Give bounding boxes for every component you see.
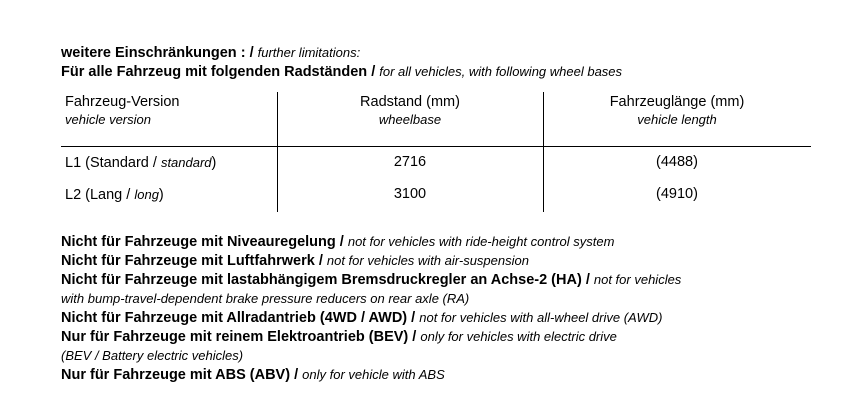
limitation-en-continuation: (BEV / Battery electric vehicles) — [61, 348, 244, 363]
limitation-en: only for vehicle with ABS — [302, 367, 445, 382]
separator: / — [339, 234, 344, 250]
limitation-item — [61, 252, 529, 270]
table-row-l1-wheelbase: 2716 — [393, 154, 427, 170]
limitation-item — [61, 271, 681, 289]
limitation-item — [61, 233, 614, 251]
limitation-item-continuation — [61, 290, 469, 308]
separator: / — [412, 329, 417, 345]
separator: / — [411, 310, 416, 326]
version-de: L1 (Standard / — [65, 155, 157, 171]
header-title-de: weitere Einschränkungen : — [61, 45, 246, 61]
column-header-de: Fahrzeuglänge (mm) — [609, 94, 745, 110]
limitation-de: Nur für Fahrzeuge mit ABS (ABV) — [61, 367, 291, 383]
header-subtitle-de: Für alle Fahrzeug mit folgenden Radständen — [61, 64, 368, 80]
header-title-en: further limitations: — [257, 45, 361, 60]
limitation-en: not for vehicles — [593, 272, 682, 287]
column-header-version — [65, 94, 179, 128]
separator: / — [371, 64, 376, 80]
version-en: standard — [160, 155, 212, 170]
column-header-de: Radstand (mm) — [360, 94, 460, 110]
header-divider — [61, 146, 811, 147]
separator: / — [585, 272, 590, 288]
table-row-l2-version: L2 (Lang / long) — [65, 187, 164, 203]
column-header-de: Fahrzeug-Version — [65, 94, 180, 110]
header-line-2 — [61, 63, 622, 81]
limitation-en: only for vehicles with electric drive — [420, 329, 617, 344]
separator: / — [318, 253, 323, 269]
column-header-wheelbase — [277, 94, 543, 128]
table-row-l1-length: (4488) — [656, 154, 698, 170]
column-header-length — [543, 94, 811, 128]
table-row-l2-length: (4910) — [656, 186, 698, 202]
header-line-1 — [61, 44, 360, 62]
separator: / — [249, 45, 254, 61]
version-de: L2 (Lang / — [65, 187, 131, 203]
limitation-en: not for vehicles with air-suspension — [326, 253, 529, 268]
separator: / — [294, 367, 299, 383]
limitation-item — [61, 366, 445, 384]
limitation-de: Nur für Fahrzeuge mit reinem Elektroantrieb (BEV) — [61, 329, 409, 345]
limitation-item — [61, 309, 662, 327]
limitation-de: Nicht für Fahrzeuge mit lastabhängigem Bremsdruckregler an Achse-2 (HA) — [61, 272, 582, 288]
limitation-de: Nicht für Fahrzeuge mit Allradantrieb (4WD / AWD) — [61, 310, 408, 326]
limitation-en: not for vehicles with ride-height control system — [347, 234, 615, 249]
limitation-item-continuation — [61, 347, 243, 365]
table-row-l2-wheelbase: 3100 — [393, 186, 427, 202]
limitation-de: Nicht für Fahrzeuge mit Luftfahrwerk — [61, 253, 315, 269]
column-header-en: vehicle version — [65, 112, 151, 127]
limitation-de: Nicht für Fahrzeuge mit Niveauregelung — [61, 234, 336, 250]
header-subtitle-en: for all vehicles, with following wheel bases — [379, 64, 623, 79]
limitation-en-continuation: with bump-travel-dependent brake pressure reducers on rear axle (RA) — [61, 291, 470, 306]
limitation-en: not for vehicles with all-wheel drive (AWD) — [419, 310, 663, 325]
column-header-en: vehicle length — [637, 112, 717, 127]
wheelbase-table — [61, 92, 811, 212]
limitation-item — [61, 328, 617, 346]
version-en: long — [134, 187, 159, 202]
column-header-en: wheelbase — [378, 112, 442, 127]
table-row-l1-version: L1 (Standard / standard) — [65, 155, 217, 171]
